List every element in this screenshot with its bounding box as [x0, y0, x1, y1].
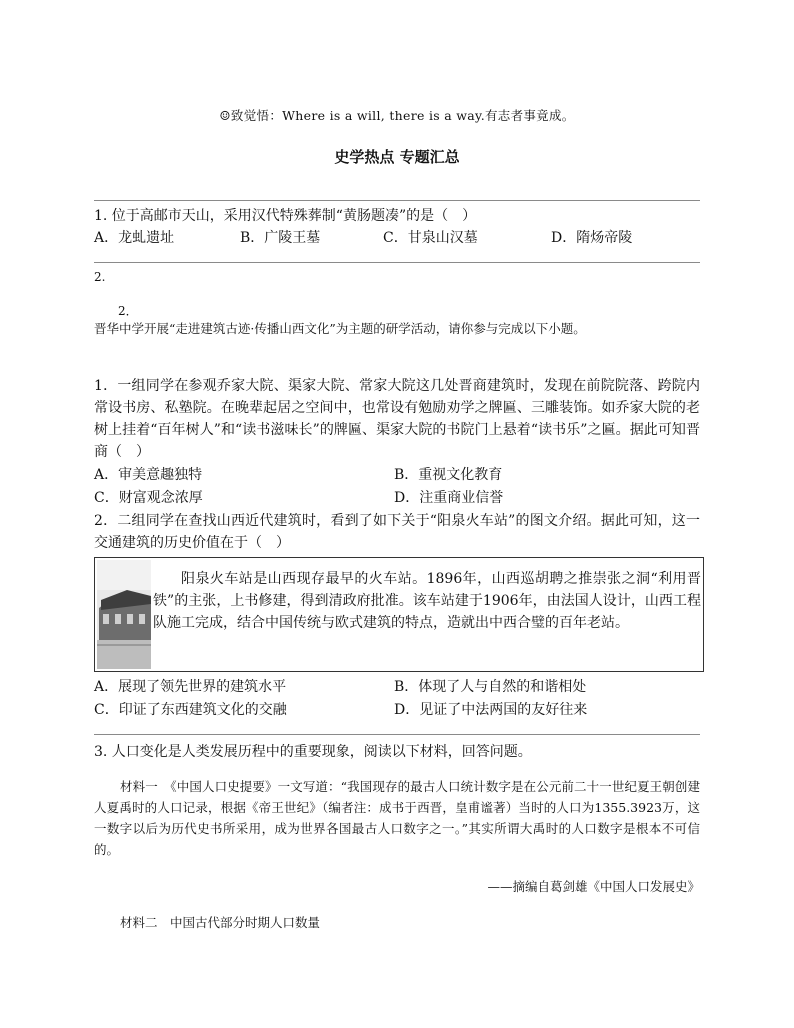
- q1-stem: 1. 位于高邮市天山，采用汉代特殊葬制“黄肠题凑”的是（ ）: [94, 208, 477, 224]
- q2-sub2-option-c: C．印证了东西建筑文化的交融: [94, 702, 287, 718]
- q2-sub2-option-b: B．体现了人与自然的和谐相处: [394, 679, 587, 695]
- material-box: [94, 557, 704, 672]
- q2-sub2-stem: 2．二组同学在查找山西近代建筑时，看到了如下关于“阳泉火车站”的图文介绍。据此可知，这一交通建筑的历史价值在于（ ）: [94, 513, 700, 551]
- q2-sub1-option-c: C．财富观念浓厚: [94, 490, 203, 506]
- q3-material-2: 材料二 中国古代部分时期人口数量: [120, 915, 321, 930]
- q2-sub1-option-b: B．重视文化教育: [394, 467, 503, 483]
- q1-option-a: A．龙虬遗址: [94, 230, 175, 246]
- q2-number-repeat: 2．: [118, 304, 138, 318]
- divider: [94, 200, 700, 201]
- q2-sub1-stem: 1．一组同学在参观乔家大院、渠家大院、常家大院这几处晋商建筑时，发现在前院院落、跨院内常设书房、私塾院。在晚辈起居之空间中，也常设有勉励劝学之牌匾、三雕装饰。如乔家大院的老树上挂着“百年树人”和“读书滋味长”的牌匾、渠家大院的书院门上悬着“读书乐”之匾。据此可知晋商（ ）: [94, 378, 700, 460]
- q2-sub2-option-a: A．展现了领先世界的建筑水平: [94, 679, 287, 695]
- q1-option-b: B．广陵王墓: [240, 230, 321, 246]
- q2-sub1-option-a: A．审美意趣独特: [94, 467, 203, 483]
- q3-stem: 3. 人口变化是人类发展历程中的重要现象，阅读以下材料，回答问题。: [94, 744, 532, 760]
- material-box-text: 阳泉火车站是山西现存最早的火车站。1896年，山西巡胡聘之推崇张之洞“利用晋铁”的主张，上书修建，得到清政府批准。该车站建于1906年，由法国人设计，山西工程队施工完成，结合中国传统与欧式建筑的特点，造就出中西合璧的百年老站。: [153, 571, 701, 631]
- q2-sub2-option-d: D．见证了中法两国的友好往来: [394, 702, 588, 718]
- q3-material-1: 材料一 《中国人口史提要》一文写道：“我国现存的最古人口统计数字是在公元前二十一世纪夏王朝创建人夏禹时的人口记录，根据《帝王世纪》（编者注：成书于西晋，皇甫谧著）当时的人口为1355.3923万，这一数字以后为历代史书所采用，成为世界各国最古人口数字之一。”其实所谓大禹时的人口数字是根本不可信的。: [94, 779, 700, 857]
- motto: ☺致觉悟：Where is a will, there is a way.有志者事竟成。: [219, 108, 575, 123]
- divider: [94, 734, 700, 735]
- q3-material-1-source: ——摘编自葛剑雄《中国人口发展史》: [487, 879, 700, 894]
- station-building-icon: [97, 560, 151, 669]
- page-title: 史学热点 专题汇总: [334, 148, 460, 166]
- q1-option-c: C．甘泉山汉墓: [383, 230, 478, 246]
- q2-number: 2.: [94, 270, 106, 284]
- railway-station-photo: [97, 560, 151, 669]
- q2-intro: 晋华中学开展“走进建筑古迹·传播山西文化”为主题的研学活动，请你参与完成以下小题。: [94, 321, 586, 336]
- divider: [94, 262, 700, 263]
- q1-option-d: D．隋炀帝陵: [551, 230, 633, 246]
- q2-sub1-option-d: D．注重商业信誉: [394, 490, 504, 506]
